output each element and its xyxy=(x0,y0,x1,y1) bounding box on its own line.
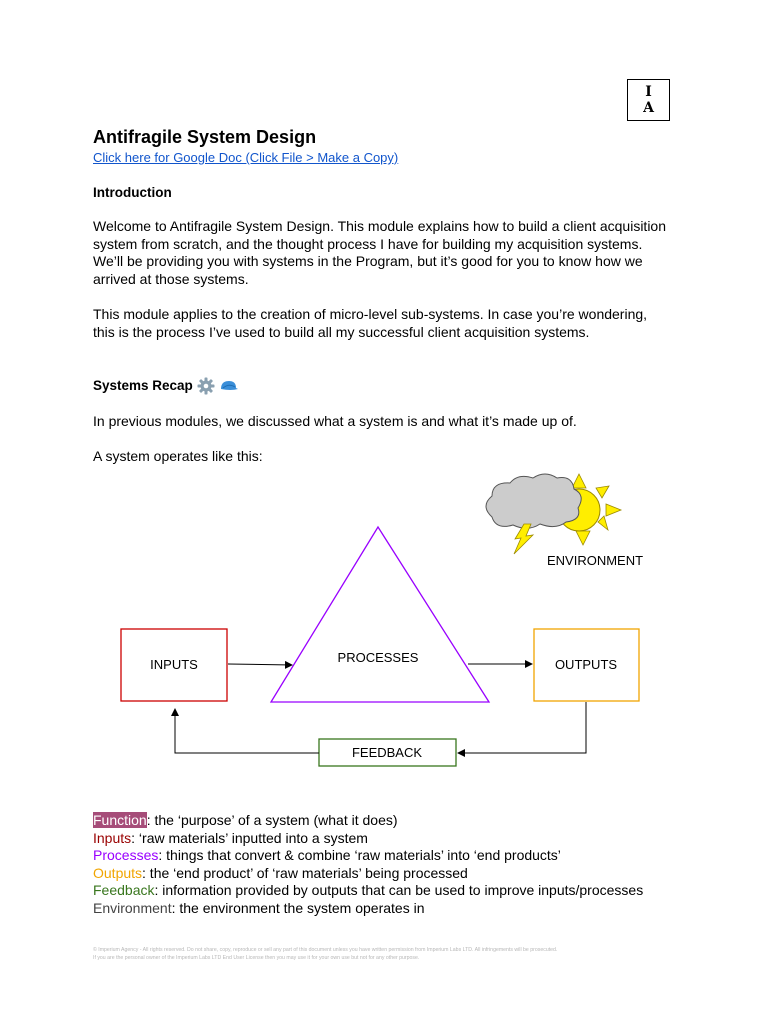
definition-text: : the environment the system operates in xyxy=(171,899,425,916)
intro-p1-line: system from scratch, and the thought process I have for building my acquisition systems. xyxy=(93,235,643,252)
definition-item xyxy=(93,847,643,865)
page-title: Antifragile System Design xyxy=(93,127,317,147)
arrow-feedback-to-inputs xyxy=(175,709,319,753)
footer-line-2: If you are the personal owner of the Imperium Labs LTD End User License then you may use it for your own use but not for any other purpose. xyxy=(93,955,420,961)
definition-term-processes: Processes xyxy=(93,847,159,864)
systems-recap-label: Systems Recap xyxy=(93,378,193,394)
lightning-icon xyxy=(514,524,533,554)
intro-p2-line: This module applies to the creation of micro-level sub-systems. In case you’re wondering, xyxy=(93,306,648,322)
definition-text: : the ‘purpose’ of a system (what it does) xyxy=(146,812,398,828)
definitions-list xyxy=(93,812,643,918)
definition-text: : ‘raw materials’ inputted into a system xyxy=(131,829,368,846)
outputs-label: OUTPUTS xyxy=(554,657,618,672)
google-doc-link[interactable]: Click here for Google Doc (Click File > Make a Copy) xyxy=(93,150,399,165)
definition-term-feedback: Feedback xyxy=(93,882,155,899)
environment-label: ENVIRONMENT xyxy=(547,553,644,568)
recap-paragraph-1: In previous modules, we discussed what a system is and what it’s made up of. xyxy=(93,413,577,429)
definition-text: : information provided by outputs that can be used to improve inputs/processes xyxy=(154,882,644,899)
footer-line-1: © Imperium Agency - All rights reserved. Do not share, copy, reproduce or sell any part of this document unless you have written permission from Imperium Labs LTD. All infringements will be prosecuted. xyxy=(93,947,558,953)
definition-item xyxy=(93,900,643,918)
definition-item xyxy=(93,812,643,830)
intro-heading: Introduction xyxy=(93,185,172,200)
processes-label: PROCESSES xyxy=(337,650,419,665)
intro-p2-line: this is the process I’ve used to build all my successful client acquisition systems. xyxy=(93,323,590,340)
intro-p1-line: We’ll be providing you with systems in the Program, but it’s good for you to know how we xyxy=(93,253,643,269)
logo-line-2: A xyxy=(643,100,654,116)
logo-line-1: I xyxy=(645,84,652,100)
processes-shape xyxy=(271,527,489,702)
intro-p1-line: arrived at those systems. xyxy=(93,270,249,287)
definition-text: : things that convert & combine ‘raw materials’ into ‘end products’ xyxy=(158,847,561,864)
feedback-label: FEEDBACK xyxy=(351,745,423,760)
definition-term-function: Function xyxy=(93,812,147,828)
copyright-footer xyxy=(93,946,683,962)
inputs-label: INPUTS xyxy=(150,657,198,672)
definition-term-environment: Environment xyxy=(93,899,172,916)
cloud-icon xyxy=(486,474,581,528)
recap-paragraph-2: A system operates like this: xyxy=(93,448,263,464)
definition-term-outputs: Outputs xyxy=(93,864,143,881)
definition-item xyxy=(93,830,643,848)
definition-item xyxy=(93,865,643,883)
arrow-outputs-to-feedback xyxy=(458,702,586,753)
intro-p1-line: Welcome to Antifragile System Design. This module explains how to build a client acquisition xyxy=(93,218,666,234)
arrow-inputs-to-processes xyxy=(228,664,292,665)
definition-term-inputs: Inputs xyxy=(93,829,132,846)
definition-text: : the ‘end product’ of ‘raw materials’ being processed xyxy=(142,864,468,881)
definition-item xyxy=(93,882,643,900)
